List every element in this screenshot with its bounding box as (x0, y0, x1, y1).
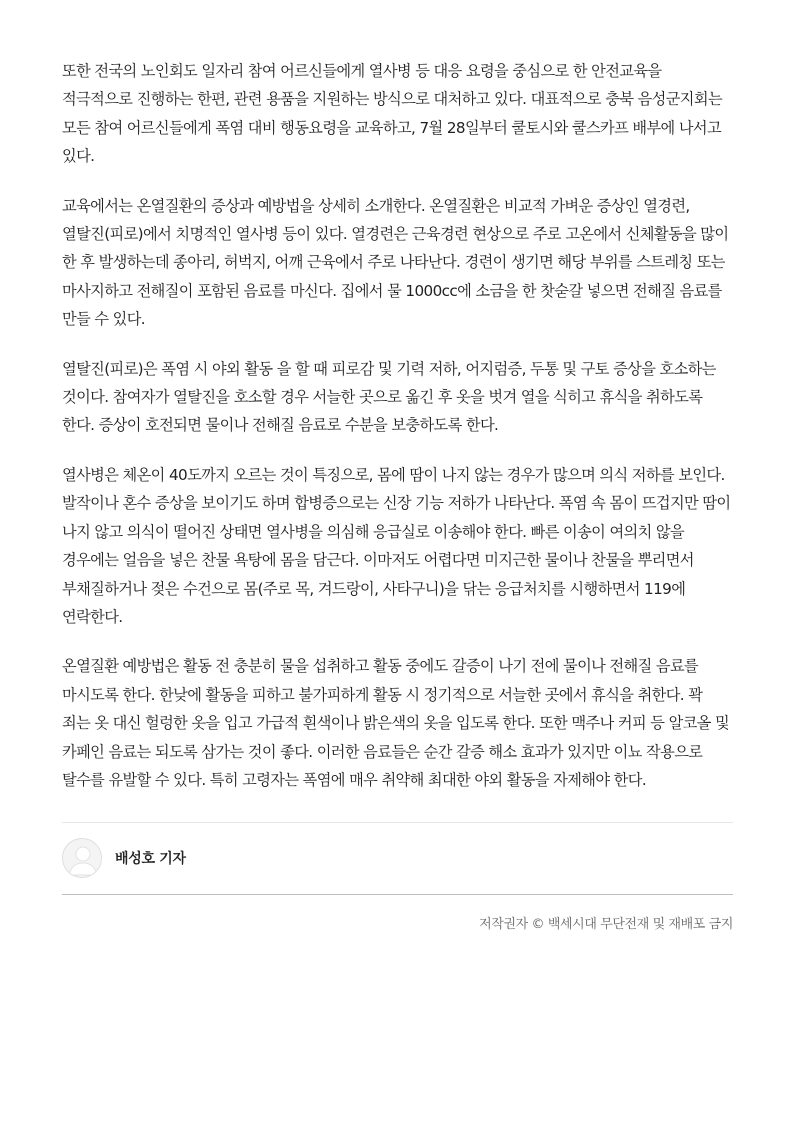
article-paragraph-2: 교육에서는 온열질환의 증상과 예방법을 상세히 소개한다. 온열질환은 비교적 가벼운 증상인 열경련, 열탈진(피로)에서 치명적인 열사병 등이 있다. 열경련은 근육경련 현상으로 주로 고온에서 신체활동을 많이 한 후 발생하는데 종아리, 허벅지, 어깨 근육에서 주로 나타난다. 경련이 생기면 해당 부위를 스트레칭 또는 마사지하고 전해질이 포함된 음료를 마신다. 집에서 물 1000cc에 소금을 한 찻숟갈 넣으면 전해질 음료를 만들 수 있다. (62, 196, 729, 329)
article-paragraph-5: 온열질환 예방법은 활동 전 충분히 물을 섭취하고 활동 중에도 갈증이 나기 전에 물이나 전해질 음료를 마시도록 한다. 한낮에 활동을 피하고 불가피하게 활동 시 정기적으로 서늘한 곳에서 휴식을 취한다. 꽉 죄는 옷 대신 헐렁한 옷을 입고 가급적 흰색이나 밝은색의 옷을 입도록 한다. 또한 맥주나 커피 등 알코올 및 카페인 음료는 되도록 삼가는 것이 좋다. 이러한 음료들은 순간 갈증 해소 효과가 있지만 이뇨 작용으로 탈수를 유발할 수 있다. 특히 고령자는 폭염에 매우 취약해 최대한 야외 활동을 자제해야 한다. (62, 657, 730, 789)
byline-divider-top (62, 822, 733, 823)
avatar[interactable] (62, 838, 102, 878)
byline-divider-bottom (62, 894, 733, 895)
article-paragraph-3: 열탈진(피로)은 폭염 시 야외 활동 을 할 때 피로감 및 기력 저하, 어지럼증, 두통 및 구토 증상을 호소하는 것이다. 참여자가 열탈진을 호소할 경우 서늘한 곳으로 옮긴 후 옷을 벗겨 열을 식히고 휴식을 취하도록 한다. 증상이 호전되면 물이나 전해질 음료로 수분을 보충하도록 한다. (62, 359, 716, 435)
article-paragraph-1: 또한 전국의 노인회도 일자리 참여 어르신들에게 열사병 등 대응 요령을 중심으로 한 안전교육을 적극적으로 진행하는 한편, 관련 용품을 지원하는 방식으로 대처하고 있다. 대표적으로 충북 음성군지회는 모든 참여 어르신들에게 폭염 대비 행동요령을 교육하고, 7월 28일부터 쿨토시와 쿨스카프 배부에 나서고 있다. (62, 62, 723, 166)
article-paragraph-4: 열사병은 체온이 40도까지 오르는 것이 특징으로, 몸에 땀이 나지 않는 경우가 많으며 의식 저하를 보인다. 발작이나 혼수 증상을 보이기도 하며 합병증으로는 신장 기능 저하가 나타난다. 폭염 속 몸이 뜨겁지만 땀이 나지 않고 의식이 떨어진 상태면 열사병을 의심해 응급실로 이송해야 한다. 빠른 이송이 여의치 않을 경우에는 얼음을 넣은 찬물 욕탕에 몸을 담근다. 이마저도 어렵다면 미지근한 물이나 찬물을 뿌리면서 부채질하거나 젖은 수건으로 몸(주로 목, 겨드랑이, 사타구니)을 닦는 응급처치를 시행하면서 119에 연락한다. (62, 465, 731, 626)
reporter-byline[interactable] (62, 837, 186, 878)
article-body (62, 57, 733, 815)
user-silhouette-icon (63, 839, 102, 878)
copyright-notice: 저작권자 © 백세시대 무단전재 및 재배포 금지 (479, 917, 733, 932)
reporter-name[interactable]: 배성호 기자 (115, 850, 186, 867)
